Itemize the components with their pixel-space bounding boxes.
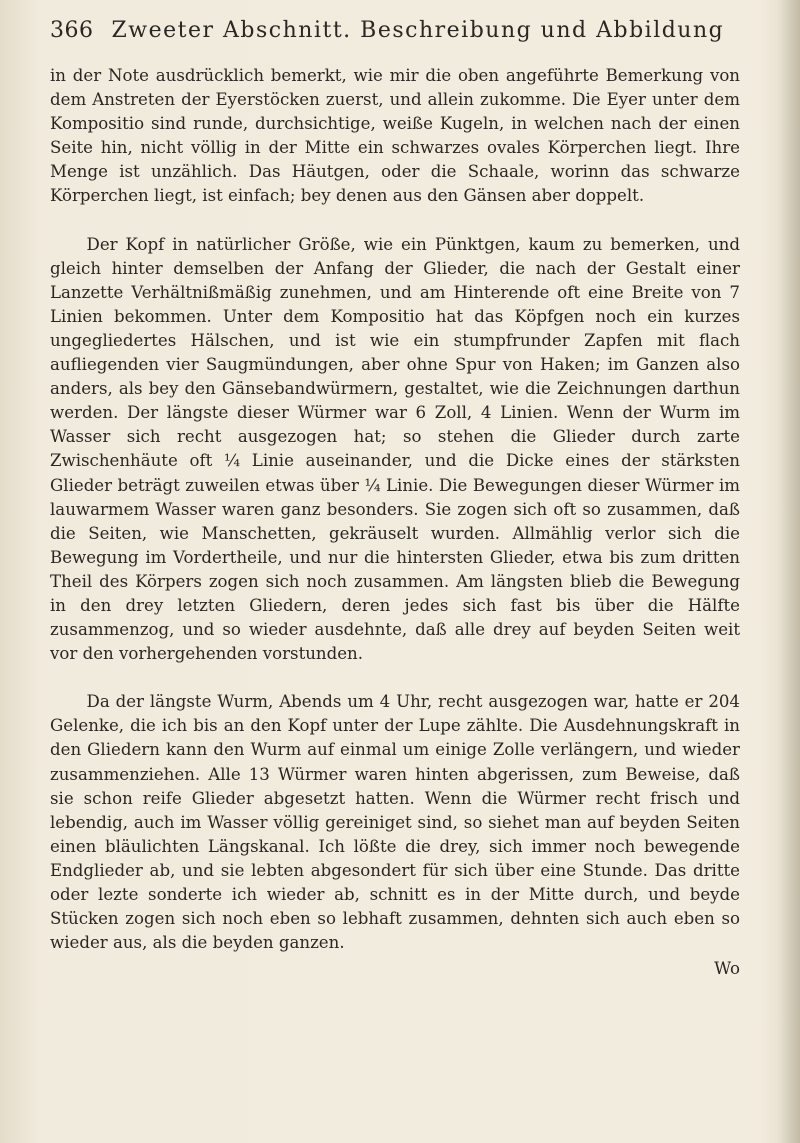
paragraph: in der Note ausdrücklich bemerkt, wie mir die oben angeführte Bemerkung von dem Anstreten der Eyerstöcken zuerst, und allein zukomme. Die Eyer unter dem Kompositio sind runde, durchsichtige, weiße Kugeln, in welchen nach der einen Seite hin, nicht völlig in der Mitte ein schwarzes ovales Körperchen liegt. Ihre Menge ist unzählich. Das Häutgen, oder die Schaale, worinn das schwarze Körperchen liegt, ist einfach; bey denen aus den Gänsen aber doppelt. bbox=[50, 66, 740, 206]
catchword: Wo bbox=[714, 959, 740, 979]
running-header bbox=[50, 18, 730, 52]
paragraph: Da der längste Wurm, Abends um 4 Uhr, recht ausgezogen war, hatte er 204 Gelenke, die ich bis an den Kopf unter der Lupe zählte. Die Ausdehnungskraft in den Gliedern kann den Wurm auf einmal um einige Zolle verlängern, und wieder zusammenziehen. Alle 13 Würmer waren hinten abgerissen, zum Beweise, daß sie schon reife Glieder abgesetzt hatten. Wenn die Würmer recht frisch und lebendig, auch im Wasser völlig gereiniget sind, so siehet man auf beyden Seiten einen bläulichten Längskanal. Ich lößte die drey, sich immer noch bewegende Endglieder ab, und sie lebten abgesondert für sich über eine Stunde. Das dritte oder lezte sonderte ich wieder ab, schnitt es in der Mitte durch, und beyde Stücken zogen sich noch eben so lebhaft zusammen, dehnten sich auch eben so wieder aus, als die beyden ganzen. bbox=[50, 692, 740, 953]
body-text bbox=[50, 64, 740, 981]
paragraph: Der Kopf in natürlicher Größe, wie ein Pünktgen, kaum zu bemerken, und gleich hinter demselben der Anfang der Glieder, die nach der Gestalt einer Lanzette Verhältnißmäßig zunehmen, und am Hinterende oft eine Breite von 7 Linien bekommen. Unter dem Kompositio hat das Köpfgen noch ein kurzes ungegliedertes Hälschen, und ist wie ein stumpfrunder Zapfen mit flach aufliegenden vier Saugmündungen, aber ohne Spur von Haken; im Ganzen also anders, als bey den Gänsebandwürmern, gestaltet, wie die Zeichnungen darthun werden. Der längste dieser Würmer war 6 Zoll, 4 Linien. Wenn der Wurm im Wasser sich recht ausgezogen hat; so stehen die Glieder durch zarte Zwischenhäute oft ¼ Linie auseinander, und die Dicke eines der stärksten Glieder beträgt zuweilen etwas über ¼ Linie. Die Bewegungen dieser Würmer im lauwarmem Wasser waren ganz besonders. Sie zogen sich oft so zusammen, daß die Seiten, wie Manschetten, gekräuselt wurden. Allmählig verlor sich die Bewegung im Vordertheile, und nur die hintersten Glieder, etwa bis zum dritten Theil des Körpers zogen sich noch zusammen. Am längsten blieb die Bewegung in den drey letzten Gliedern, deren jedes sich fast bis über die Hälfte zusammenzog, und so wieder ausdehnte, daß alle drey auf beyden Seiten weit vor den vorhergehenden vorstunden. bbox=[50, 234, 740, 664]
running-title: Zweeter Abschnitt. Beschreibung und Abbildung bbox=[111, 18, 725, 43]
page-number: 366 bbox=[50, 18, 94, 43]
page-edge-shadow bbox=[778, 0, 800, 1143]
